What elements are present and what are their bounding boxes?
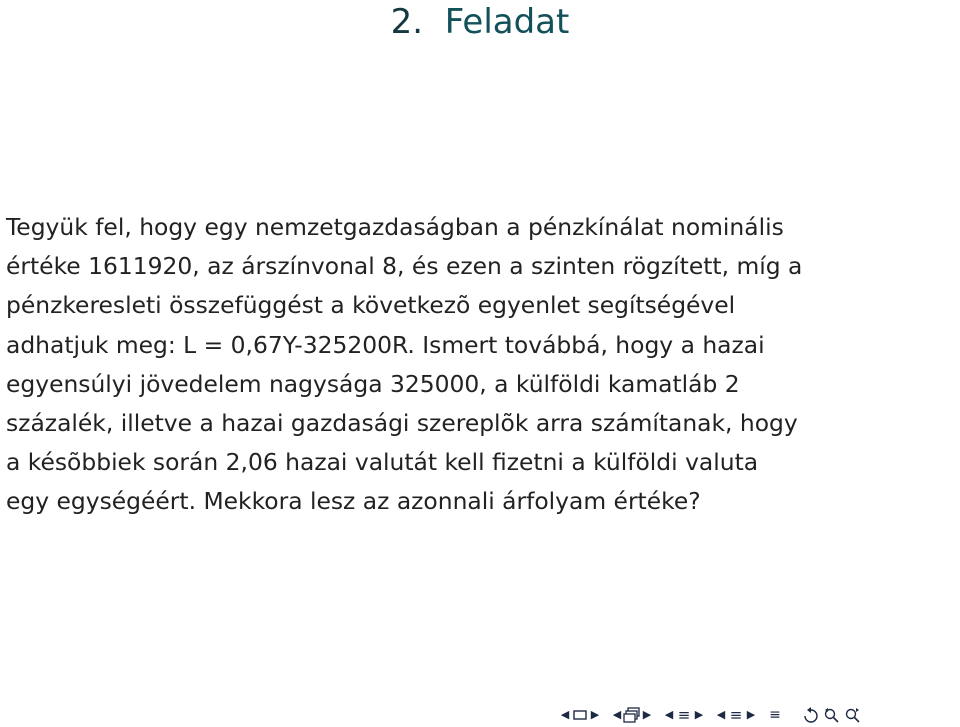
frame-next-button[interactable]: ▶ — [590, 708, 600, 721]
problem-line: pénzkeresleti összefüggést a következõ egyenlet segítségével — [6, 291, 736, 320]
problem-line: egyensúlyi jövedelem nagysága 325000, a külföldi kamatláb 2 — [6, 369, 740, 398]
problem-statement — [6, 208, 954, 522]
section-prev-button[interactable]: ◀ — [664, 708, 674, 721]
frame-icon[interactable] — [570, 707, 590, 723]
back-icon[interactable] — [802, 707, 820, 723]
presentation-next-button[interactable]: ▶ — [746, 708, 756, 721]
subsection-prev-button[interactable]: ◀ — [612, 708, 622, 721]
problem-line: a késõbbiek során 2,06 hazai valutát kell fizetni a külföldi valuta — [6, 448, 759, 477]
problem-line: Tegyük fel, hogy egy nemzetgazdaságban a pénzkínálat nominális — [6, 213, 784, 241]
frame-title-number: 2. — [390, 2, 424, 42]
frame-title-text: Feladat — [444, 2, 570, 42]
problem-line: százalék, illetve a hazai gazdasági szereplõk arra számítanak, hogy — [6, 409, 798, 438]
presentation-nav — [716, 707, 756, 723]
frame-prev-button[interactable]: ◀ — [560, 708, 570, 721]
appendix-icon[interactable]: ≡ — [769, 707, 781, 723]
beamer-navigation-bar — [560, 704, 960, 726]
section-nav — [664, 707, 704, 723]
search-back-icon[interactable] — [823, 707, 841, 723]
problem-line: értéke 1611920, az árszínvonal 8, és ezen a szinten rögzített, míg a — [6, 252, 803, 281]
presentation-prev-button[interactable]: ◀ — [716, 708, 726, 721]
subsection-icon[interactable] — [622, 707, 642, 723]
problem-line: egy egységéért. Mekkora lesz az azonnali árfolyam értéke? — [6, 487, 701, 516]
presentation-icon[interactable]: ≡ — [729, 706, 743, 724]
subsection-nav — [612, 707, 652, 723]
section-next-button[interactable]: ▶ — [694, 708, 704, 721]
section-icon[interactable]: ≡ — [677, 706, 691, 724]
search-icon[interactable] — [844, 707, 862, 723]
frame-title — [0, 0, 960, 44]
subsection-next-button[interactable]: ▶ — [642, 708, 652, 721]
frame-nav — [560, 707, 600, 723]
problem-line: adhatjuk meg: L = 0,67Y-325200R. Ismert továbbá, hogy a hazai — [6, 330, 765, 359]
nav-tools — [802, 707, 862, 723]
